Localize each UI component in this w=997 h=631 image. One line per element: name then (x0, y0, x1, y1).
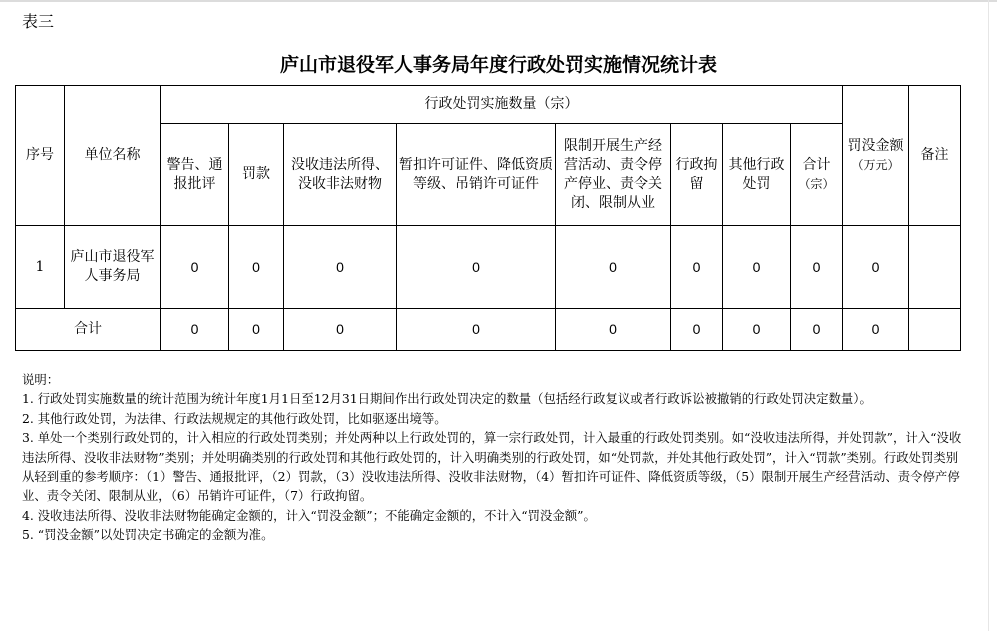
note-item-4: 4. 没收违法所得、没收非法财物能确定金额的，计入“罚没金额”；不能确定金额的，不计入“罚没金额”。 (22, 507, 596, 523)
header-suspend-license: 暂扣许可证件、降低资质等级、吊销许可证件 (397, 124, 556, 226)
total-value-amount: 0 (843, 309, 909, 351)
total-value-suspend: 0 (397, 309, 556, 351)
row-value-suspend: 0 (397, 226, 556, 309)
total-value-fine: 0 (229, 309, 284, 351)
total-value-detention: 0 (671, 309, 723, 351)
total-value-restrict: 0 (556, 309, 671, 351)
header-warning: 警告、通报批评 (161, 124, 229, 226)
notes-heading: 说明： (22, 372, 60, 387)
row-value-subtotal: 0 (791, 226, 843, 309)
total-remark (909, 309, 961, 351)
row-value-fine: 0 (229, 226, 284, 309)
note-item-3: 3. 单处一个类别行政处罚的，计入相应的行政处罚类别；并处两种以上行政处罚的，算一宗行政处罚，计入最重的行政处罚类别。如“没收违法所得，并处罚款”，计入“没收违法所得、没收非法财物”类别；并处明确类别的行政处罚和其他行政处罚的，计入明确类别的行政处罚，如“处罚款，并处其他行政处罚”，计入“罚款”类别。行政处罚类别从轻到重的参考顺序：（1）警告、通报批评，（2）罚款，（3）没收违法所得、没收非法财物，（4）暂扣许可证件、降低资质等级，（5）限制开展生产经营活动、责令停产停业、责令关闭、限制从业，（6）吊销许可证件，（7）行政拘留。 (22, 430, 962, 504)
header-subtotal-unit: （宗） (798, 176, 835, 191)
row-value-detention: 0 (671, 226, 723, 309)
row-remark (909, 226, 961, 309)
header-remark: 备注 (909, 86, 961, 226)
row-value-restrict: 0 (556, 226, 671, 309)
header-subtotal (791, 124, 843, 226)
page-right-border (988, 0, 989, 631)
header-penalty-count-group: 行政处罚实施数量（宗） (161, 86, 843, 124)
header-confiscate: 没收违法所得、没收非法财物 (284, 124, 397, 226)
notes-section (22, 370, 962, 545)
row-value-amount: 0 (843, 226, 909, 309)
note-item-5: 5. “罚没金额”以处罚决定书确定的金额为准。 (22, 527, 274, 543)
note-item-2: 2. 其他行政处罚，为法律、行政法规规定的其他行政处罚，比如驱逐出境等。 (22, 410, 447, 426)
header-other-penalty: 其他行政处罚 (723, 124, 791, 226)
table-caption: 表三 (22, 12, 55, 31)
header-seq: 序号 (16, 86, 65, 226)
row-unit-name: 庐山市退役军人事务局 (65, 226, 161, 309)
total-value-subtotal: 0 (791, 309, 843, 351)
row-value-warning: 0 (161, 226, 229, 309)
page-top-border (0, 0, 997, 2)
total-row (16, 309, 961, 351)
header-restrict-business: 限制开展生产经营活动、责令停产停业、责令关闭、限制从业 (556, 124, 671, 226)
header-subtotal-label: 合计 (802, 156, 831, 173)
header-unit-name: 单位名称 (65, 86, 161, 226)
statistics-table (15, 85, 961, 351)
total-value-confiscate: 0 (284, 309, 397, 351)
page-title: 庐山市退役军人事务局年度行政处罚实施情况统计表 (279, 54, 717, 76)
row-value-other: 0 (723, 226, 791, 309)
table-row (16, 226, 961, 309)
row-seq: 1 (16, 226, 65, 309)
header-amount (843, 86, 909, 226)
note-item-1: 1. 行政处罚实施数量的统计范围为统计年度1月1日至12月31日期间作出行政处罚决定的数量（包括经行政复议或者行政诉讼被撤销的行政处罚决定数量）。 (22, 391, 872, 407)
header-amount-label: 罚没金额 (847, 137, 904, 154)
total-label: 合计 (16, 309, 161, 351)
row-value-confiscate: 0 (284, 226, 397, 309)
header-row-1 (16, 86, 961, 124)
total-value-other: 0 (723, 309, 791, 351)
total-value-warning: 0 (161, 309, 229, 351)
header-amount-unit: （万元） (851, 157, 900, 172)
header-detention: 行政拘留 (671, 124, 723, 226)
header-fine: 罚款 (229, 124, 284, 226)
